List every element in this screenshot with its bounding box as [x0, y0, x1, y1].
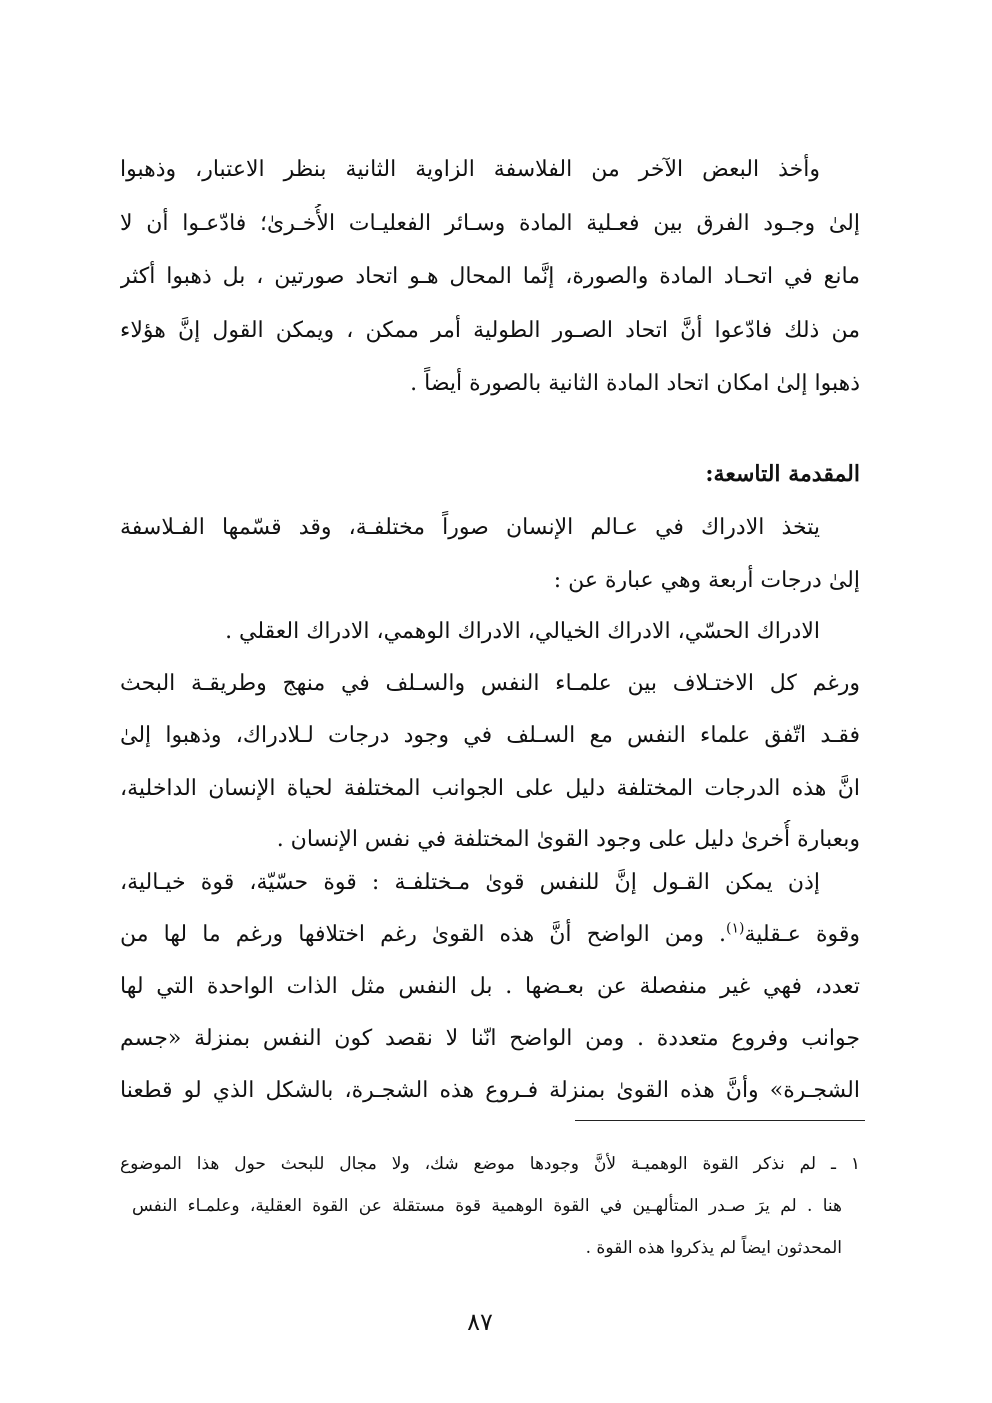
paragraph3-line-2-end: . ومن الواضح أنَّ هذه القوىٰ رغم اختلافها ورغم ما لها من	[120, 922, 727, 947]
paragraph2-line-5: فقـد اتّفق علماء النفس مع السـلف في وجود درجات لـلادراك، وذهبوا إلىٰ	[120, 723, 860, 748]
paragraph2-line-1: يتخذ الادراك في عـالم الإنسان صوراً مختلفـة، وقد قسّمها الفـلاسفة	[120, 515, 820, 540]
paragraph1-line-5: ذهبوا إلىٰ امكان اتحاد المادة الثانية بالصورة أيضاً .	[410, 371, 860, 396]
paragraph1-line-3: مانع في اتحـاد المادة والصورة، إنَّما المحال هـو اتحاد صورتين ، بل ذهبوا أكثر	[120, 264, 860, 289]
paragraph2-line-6: انَّ هذه الدرجات المختلفة دليل على الجوانب المختلفة لحياة الإنسان الداخلية،	[120, 776, 860, 801]
paragraph2-line-7: وبعبارة أُخرىٰ دليل على وجود القوىٰ المختلفة في نفس الإنسان .	[276, 827, 860, 852]
footnote-separator	[575, 1120, 865, 1121]
footnote-reference: (١)	[726, 920, 745, 937]
page-number: ٨٧	[467, 1308, 493, 1336]
paragraph2-line-2: إلىٰ درجات أربعة وهي عبارة عن :	[553, 568, 860, 593]
paragraph3-line-1: إذن يمكن القـول إنَّ للنفس قوىٰ مـختلفـة : قوة حسّيّة، قوة خيـالية،	[120, 870, 820, 895]
paragraph3-line-3: تعدد، فهي غير منفصلة عن بعـضها . بل النفس مثل الذات الواحدة التي لها	[120, 974, 860, 999]
paragraph3-line-5: الشجـرة» وأنَّ هذه القوىٰ بمنزلة فـروع هذه الشجـرة، بالشكل الذي لو قطعنا	[120, 1078, 860, 1103]
paragraph1-line-1: وأخذ البعض الآخر من الفلاسفة الزاوية الثانية بنظر الاعتبار، وذهبوا	[120, 157, 820, 182]
paragraph2-line-3: الادراك الحسّي، الادراك الخيالي، الادراك الوهمي، الادراك العقلي .	[225, 619, 820, 644]
paragraph3-line-4: جوانب وفروع متعددة . ومن الواضح انّنا لا نقصد كون النفس بمنزلة «جسم	[120, 1026, 860, 1051]
section-heading: المقدمة التاسعة:	[705, 461, 860, 487]
paragraph2-line-4: ورغم كل الاختـلاف بين علمـاء النفس والسـلف في منهج وطريقـة البحث	[120, 671, 860, 696]
footnote-line-3: المحدثون ايضاً لم يذكروا هذه القوة .	[585, 1238, 842, 1258]
footnote-line-1: ١ ـ لم نذكر القوة الوهميـة لأنَّ وجودها موضع شك، ولا مجال للبحث حول هذا الموضوع	[120, 1154, 860, 1174]
paragraph3-line-2-start: وقوة عـقلية	[744, 922, 860, 947]
paragraph3-line-2	[120, 915, 860, 955]
paragraph1-line-2: إلىٰ وجـود الفرق بين فعـلية المادة وسـائر الفعليـات الأُخـرىٰ؛ فادّعـوا أن لا	[120, 211, 860, 236]
paragraph1-line-4: من ذلك فادّعوا أنَّ اتحاد الصـور الطولية أمر ممكن ، ويمكن القول إنَّ هؤلاء	[120, 318, 860, 343]
footnote-line-2: هنا . لم يرَ صـدر المتألهـين في القوة الوهمية قوة مستقلة عن القوة العقلية، وعلمـاء النفس	[132, 1196, 842, 1216]
